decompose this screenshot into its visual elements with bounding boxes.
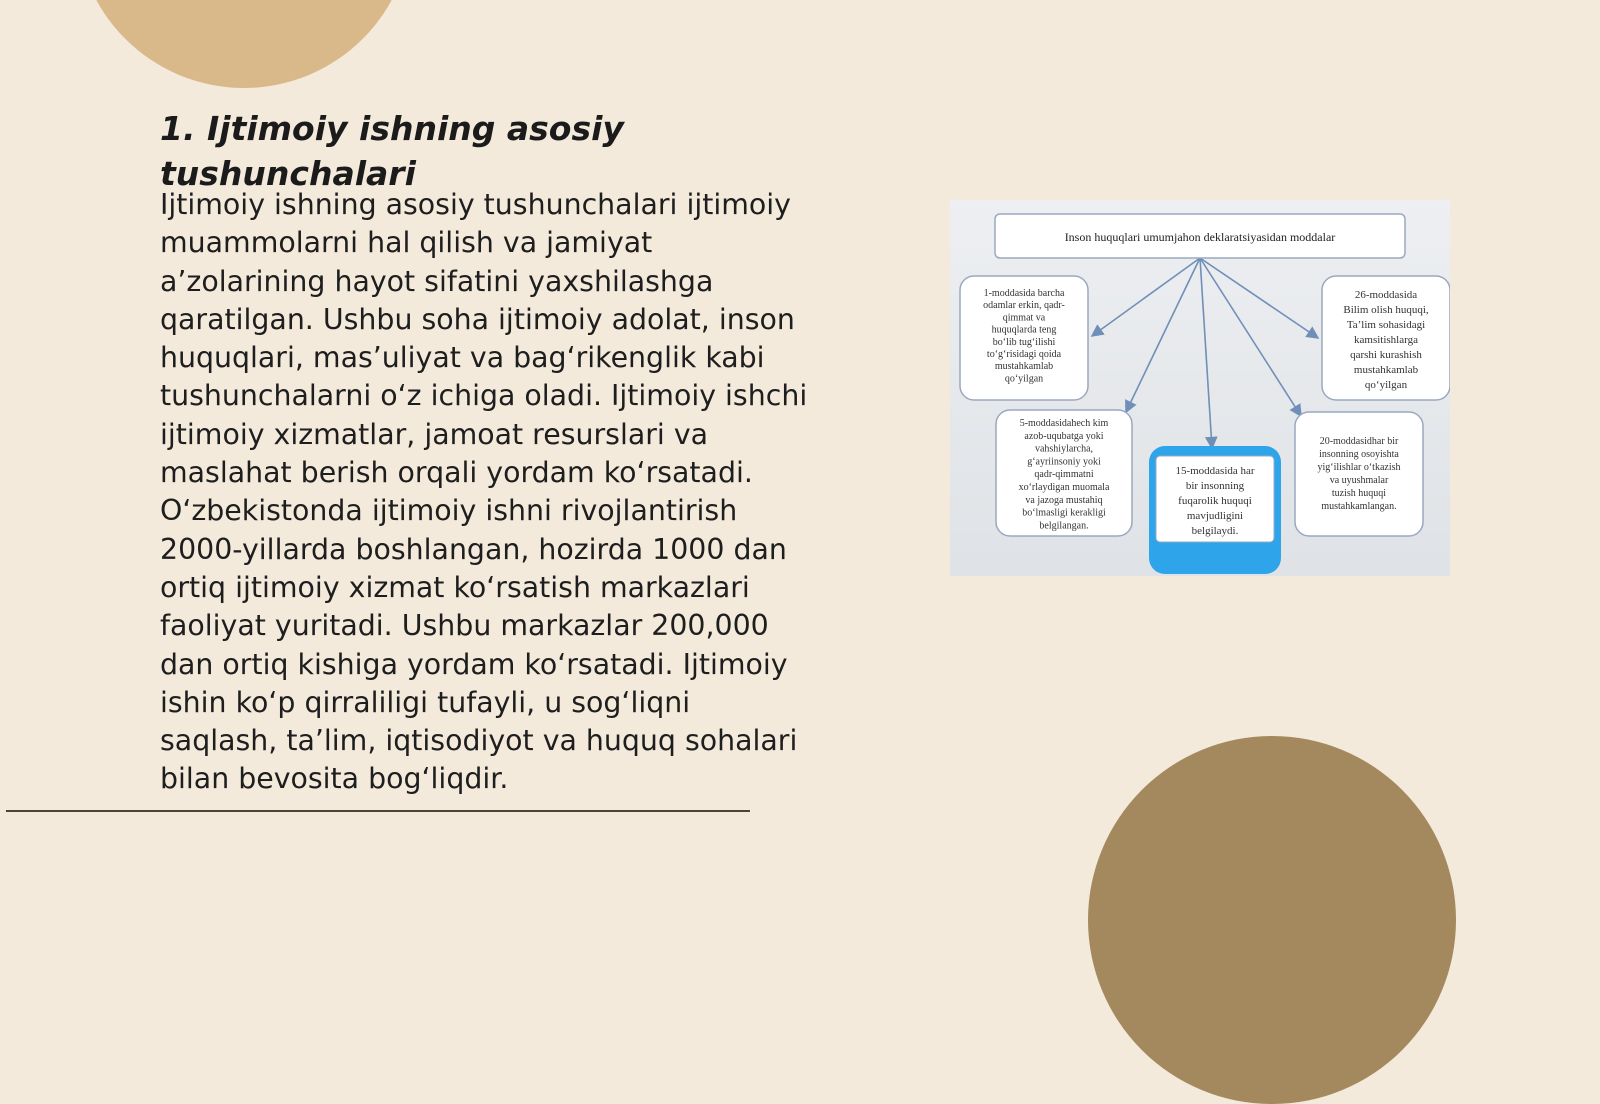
node-text-line: mustahkamlab [994, 361, 1054, 373]
node-article-5 [996, 410, 1132, 536]
node-text-line: Ta’lim sohasidagi [1346, 319, 1426, 331]
node-text-line: belgilaydi. [1191, 525, 1239, 537]
node-text-line: qo‘yilgan [1004, 373, 1044, 385]
node-text-line: to‘g‘risidagi qoida [986, 349, 1062, 360]
node-text-line: 26-moddasida [1354, 289, 1418, 301]
diagram-header-text: Inson huquqlari umumjahon deklaratsiyasidan moddalar [1064, 230, 1336, 244]
node-text-line: mavjudligini [1186, 510, 1244, 522]
node-text-line: 5-moddasidahech kim [1019, 418, 1109, 429]
node-text-line: azob-uqubatga yoki [1024, 430, 1104, 442]
slide-body-text: Ijtimoiy ishning asosiy tushunchalari ijtimoiy muammolarni hal qilish va jamiyat a’zolarining hayot sifatini yaxshilashga qaratilgan. Ushbu soha ijtimoiy adolat, inson huquqlari, mas’uliyat va bag‘rikenglik kabi tushunchalarni o‘z ichiga oladi. Ijtimoiy ishchi ijtimoiy xizmatlar, jamoat resurslari va maslahat berish orqali yordam ko‘rsatadi. O‘zbekistonda ijtimoiy ishni rivojlantirish 2000-yillarda boshlangan, hozirda 1000 dan ortiq ijtimoiy xizmat ko‘rsatish markazlari faoliyat yuritadi. Ushbu markazlar 200,000 dan ortiq kishiga yordam ko‘rsatadi. Ijtimoiy ishin ko‘p qirraliligi tufayli, u sog‘liqni saqlash, ta’lim, iqtisodiyot va huquq sohalari bilan bevosita bog‘liqdir. [160, 188, 808, 796]
node-text-line: qarshi kurashish [1350, 349, 1422, 361]
node-text-line: 20-moddasidhar bir [1319, 436, 1399, 447]
node-article-26 [1322, 276, 1450, 400]
node-text-line: huquqlarda teng [991, 324, 1057, 336]
node-text-line: bo‘lib tug‘ilishi [992, 336, 1056, 348]
node-text-line: mustahkamlab [1353, 364, 1419, 376]
node-text-line: tuzish huquqi [1331, 488, 1387, 499]
node-text-line: qimmat va [1002, 312, 1046, 324]
node1-text [983, 288, 1065, 384]
node-text-line: bir insonning [1185, 480, 1245, 492]
node-text-line: xo‘rlaydigan muomala [1018, 482, 1110, 493]
node-text-line: qadr-qimmatni [1034, 469, 1094, 481]
node-text-line: fuqarolik huquqi [1178, 495, 1252, 507]
node-text-line: mustahkamlangan. [1321, 501, 1397, 512]
node-text-line: yig‘ilishlar o‘tkazish [1317, 462, 1401, 473]
node-text-line: odamlar erkin, qadr- [983, 300, 1065, 312]
node-article-15 [1149, 446, 1281, 574]
divider-line [6, 810, 750, 812]
node-text-line: kamsitishlarga [1354, 334, 1418, 346]
node26-text [1343, 289, 1429, 391]
node-text-line: vahshiylarcha, [1034, 443, 1094, 455]
diagram-svg [950, 200, 1450, 576]
node-text-line: va uyushmalar [1329, 475, 1389, 486]
node-text-line: g‘ayriinsoniy yoki [1027, 456, 1101, 468]
node-text-line: insonning osoyishta [1319, 449, 1399, 460]
node-text-line: va jazoga mustahiq [1025, 494, 1103, 506]
node-text-line: 15-moddasida har [1175, 465, 1255, 477]
node-article-1 [960, 276, 1088, 400]
node-text-line: qo‘yilgan [1364, 379, 1408, 391]
diagram-figure [950, 200, 1450, 576]
node-text-line: 1-moddasida barcha [983, 288, 1065, 299]
node-text-line: belgilangan. [1039, 520, 1089, 532]
diagram-header [995, 214, 1405, 258]
decorative-circle-top [76, 0, 412, 88]
decorative-circle-bottom [1088, 736, 1456, 1104]
node-text-line: Bilim olish huquqi, [1343, 304, 1429, 316]
slide-title: 1. Ijtimoiy ishning asosiy tushunchalari [160, 109, 624, 193]
node-article-20 [1295, 412, 1423, 536]
node-text-line: bo‘lmasligi kerakligi [1022, 507, 1106, 519]
